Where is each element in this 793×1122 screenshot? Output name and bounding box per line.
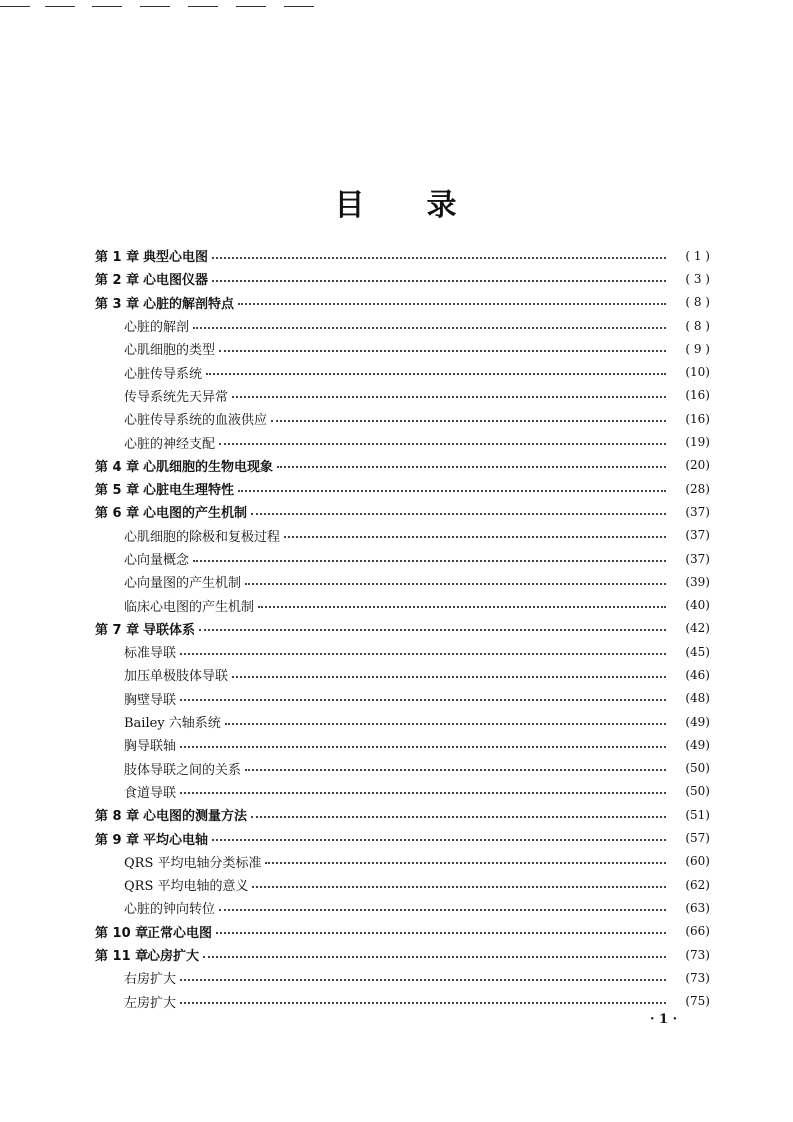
dot-leader: [203, 956, 666, 958]
toc-section-entry[interactable]: [95, 990, 710, 1013]
chapter-number: 第 3 章: [95, 296, 140, 312]
entry-page: (50): [685, 761, 710, 776]
entry-title: 心脏的解剖: [124, 320, 190, 336]
toc-chapter-entry[interactable]: [95, 943, 710, 966]
toc-section-entry[interactable]: [95, 524, 710, 547]
entry-title: 右房扩大: [124, 972, 177, 988]
entry-page: ( 1 ): [685, 248, 710, 263]
entry-title: 心房扩大: [147, 949, 200, 965]
entry-page: ( 8 ): [685, 318, 710, 333]
dot-leader: [212, 839, 666, 841]
toc-chapter-entry[interactable]: [95, 826, 710, 849]
toc-section-entry[interactable]: [95, 570, 710, 593]
entry-title: 心向量图的产生机制: [124, 576, 242, 592]
toc-section-entry[interactable]: [95, 687, 710, 710]
chapter-number: 第 11 章: [95, 949, 149, 965]
toc-chapter-entry[interactable]: [95, 500, 710, 523]
entry-page: (49): [685, 737, 710, 752]
entry-page: (63): [685, 900, 710, 915]
dot-leader: [212, 280, 666, 282]
toc-section-entry[interactable]: [95, 430, 710, 453]
toc-section-entry[interactable]: [95, 757, 710, 780]
entry-page: (20): [685, 458, 710, 473]
entry-title: 导联体系: [143, 622, 196, 638]
entry-title: 心肌细胞的类型: [124, 343, 216, 359]
dot-leader: [180, 653, 666, 655]
toc-chapter-entry[interactable]: [95, 477, 710, 500]
entry-page: ( 8 ): [685, 295, 710, 310]
toc-section-entry[interactable]: [95, 337, 710, 360]
toc-section-entry[interactable]: [95, 663, 710, 686]
toc-section-entry[interactable]: [95, 850, 710, 873]
entry-title: 食道导联: [124, 785, 177, 801]
entry-title: 临床心电图的产生机制: [124, 599, 255, 615]
entry-title: 心电图的测量方法: [143, 809, 248, 825]
entry-title: 平均心电轴: [143, 832, 209, 848]
dot-leader: [180, 792, 666, 794]
entry-page: (45): [685, 644, 710, 659]
entry-title: 心脏传导系统的血液供应: [124, 413, 268, 429]
dot-leader: [219, 443, 666, 445]
toc-section-entry[interactable]: [95, 733, 710, 756]
entry-page: (40): [685, 598, 710, 613]
chapter-number: 第 8 章: [95, 809, 140, 825]
entry-title: 心肌细胞的生物电现象: [143, 459, 274, 475]
entry-title: 肢体导联之间的关系: [124, 762, 242, 778]
chapter-number: 第 2 章: [95, 273, 140, 289]
entry-page: (75): [685, 994, 710, 1009]
entry-page: (62): [685, 877, 710, 892]
entry-title: 心脏的钟向转位: [124, 902, 216, 918]
toc-section-entry[interactable]: [95, 873, 710, 896]
chapter-number: 第 1 章: [95, 250, 140, 266]
toc-chapter-entry[interactable]: [95, 803, 710, 826]
dot-leader: [199, 629, 666, 631]
entry-page: (57): [685, 831, 710, 846]
toc-section-entry[interactable]: [95, 710, 710, 733]
entry-page: (39): [685, 574, 710, 589]
toc-section-entry[interactable]: [95, 966, 710, 989]
entry-title: 心电图的产生机制: [143, 506, 248, 522]
toc-chapter-entry[interactable]: [95, 291, 710, 314]
dot-leader: [180, 746, 666, 748]
scan-edge-marks: [0, 6, 330, 8]
toc-section-entry[interactable]: [95, 593, 710, 616]
toc-section-entry[interactable]: [95, 384, 710, 407]
dot-leader: [277, 466, 666, 468]
chapter-number: 第 7 章: [95, 622, 140, 638]
dot-leader: [252, 886, 666, 888]
entry-page: (60): [685, 854, 710, 869]
chapter-number: 第 5 章: [95, 483, 140, 499]
dot-leader: [245, 583, 666, 585]
entry-title: 左房扩大: [124, 995, 177, 1011]
entry-page: ( 3 ): [685, 271, 710, 286]
toc-chapter-entry[interactable]: [95, 267, 710, 290]
toc-chapter-entry[interactable]: [95, 617, 710, 640]
dot-leader: [245, 769, 666, 771]
dot-leader: [212, 257, 666, 259]
entry-page: (49): [685, 714, 710, 729]
title-char: 录: [426, 188, 459, 223]
entry-page: (28): [685, 481, 710, 496]
page-number: · 1 ·: [650, 1012, 678, 1027]
dot-leader: [180, 979, 666, 981]
chapter-number: 第 9 章: [95, 832, 140, 848]
entry-page: (73): [685, 970, 710, 985]
entry-title: 心脏电生理特性: [143, 483, 235, 499]
entry-page: (16): [685, 388, 710, 403]
entry-page: (46): [685, 667, 710, 682]
dot-leader: [238, 490, 666, 492]
entry-title: 胸壁导联: [124, 692, 177, 708]
entry-page: (16): [685, 411, 710, 426]
dot-leader: [258, 606, 666, 608]
entry-page: (48): [685, 691, 710, 706]
toc-section-entry[interactable]: [95, 780, 710, 803]
dot-leader: [206, 373, 666, 375]
entry-title: 胸导联轴: [124, 739, 177, 755]
entry-page: ( 9 ): [685, 341, 710, 356]
entry-title: Bailey 六轴系统: [124, 716, 221, 732]
toc-section-entry[interactable]: [95, 407, 710, 430]
entry-title: 标准导联: [124, 646, 177, 662]
entry-page: (66): [685, 924, 710, 939]
entry-title: 心向量概念: [124, 553, 190, 568]
entry-title: 加压单极肢体导联: [124, 669, 229, 685]
dot-leader: [193, 327, 666, 329]
entry-page: (19): [685, 435, 710, 450]
dot-leader: [180, 1002, 666, 1004]
entry-page: (10): [685, 365, 710, 380]
entry-title: 心脏的解剖特点: [143, 296, 235, 312]
dot-leader: [251, 513, 666, 515]
entry-title: 心脏的神经支配: [124, 436, 216, 452]
entry-page: (37): [685, 504, 710, 519]
chapter-number: 第 4 章: [95, 459, 140, 475]
dot-leader: [251, 816, 666, 818]
entry-title: 心脏传导系统: [124, 366, 203, 382]
toc-chapter-entry[interactable]: [95, 454, 710, 477]
entry-page: (42): [685, 621, 710, 636]
dot-leader: [232, 396, 666, 398]
toc-section-entry[interactable]: [95, 360, 710, 383]
title-char: 目: [334, 188, 367, 223]
entry-title: QRS 平均电轴的意义: [124, 879, 249, 895]
dot-leader: [216, 932, 666, 934]
entry-title: QRS 平均电轴分类标准: [124, 855, 262, 871]
page-title: [0, 180, 793, 224]
chapter-number: 第 10 章: [95, 925, 149, 941]
toc-section-entry[interactable]: [95, 547, 710, 570]
dot-leader: [238, 303, 666, 305]
entry-page: (73): [685, 947, 710, 962]
dot-leader: [193, 560, 666, 562]
toc-chapter-entry[interactable]: [95, 244, 710, 267]
entry-page: (51): [685, 807, 710, 822]
toc-chapter-entry[interactable]: [95, 920, 710, 943]
toc-section-entry[interactable]: [95, 314, 710, 337]
dot-leader: [232, 676, 666, 678]
entry-page: (37): [685, 528, 710, 543]
dot-leader: [225, 723, 666, 725]
dot-leader: [284, 536, 666, 538]
chapter-number: 第 6 章: [95, 506, 140, 522]
dot-leader: [180, 699, 666, 701]
entry-page: (50): [685, 784, 710, 799]
entry-title: 传导系统先天异常: [124, 389, 229, 405]
entry-title: 心肌细胞的除极和复极过程: [124, 529, 281, 545]
dot-leader: [271, 420, 666, 422]
entry-title: 典型心电图: [143, 250, 209, 266]
dot-leader: [265, 862, 666, 864]
toc-section-entry[interactable]: [95, 640, 710, 663]
entry-title: 心电图仪器: [143, 273, 209, 289]
entry-page: (37): [685, 551, 710, 566]
entry-title: 正常心电图: [147, 925, 213, 941]
dot-leader: [219, 909, 666, 911]
table-of-contents: [95, 244, 710, 1013]
toc-section-entry[interactable]: [95, 896, 710, 919]
dot-leader: [219, 350, 666, 352]
